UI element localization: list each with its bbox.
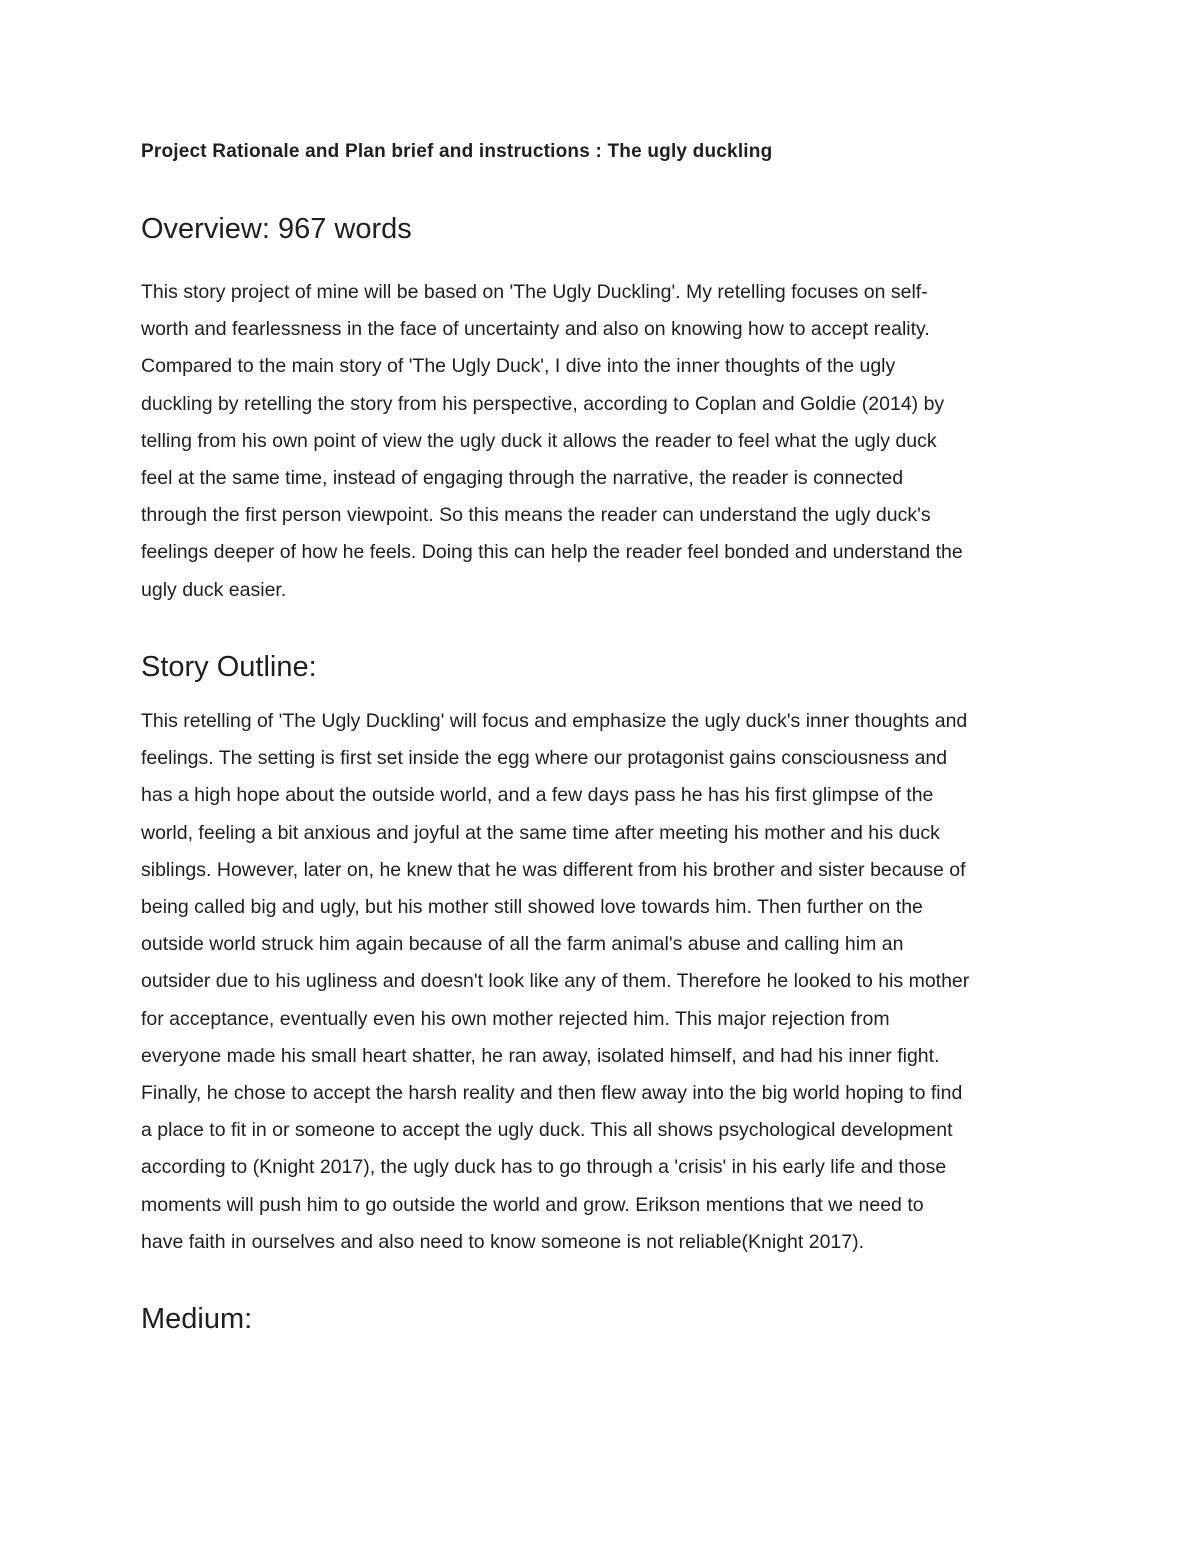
- story-outline-line: for acceptance, eventually even his own mother rejected him. This major rejection from: [141, 1007, 890, 1030]
- story-outline-line: world, feeling a bit anxious and joyful at the same time after meeting his mother and his duck: [141, 821, 940, 844]
- story-outline-line: everyone made his small heart shatter, he ran away, isolated himself, and had his inner fight.: [141, 1044, 940, 1067]
- story-outline-line: according to (Knight 2017), the ugly duck has to go through a 'crisis' in his early life and those: [141, 1156, 947, 1179]
- story-outline-line: have faith in ourselves and also need to know someone is not reliable(Knight 2017).: [141, 1230, 865, 1253]
- story-outline-line: siblings. However, later on, he knew that he was different from his brother and sister because of: [141, 858, 966, 881]
- story-outline-line: being called big and ugly, but his mother still showed love towards him. Then further on the: [141, 896, 923, 919]
- overview-line: through the first person viewpoint. So this means the reader can understand the ugly duck's: [141, 504, 931, 527]
- story-outline-line: feelings. The setting is first set inside the egg where our protagonist gains consciousness and: [141, 747, 948, 770]
- overview-line: Compared to the main story of 'The Ugly Duck', I dive into the inner thoughts of the ugly: [141, 355, 896, 378]
- overview-paragraph: [141, 274, 1071, 609]
- document-title: Project Rationale and Plan brief and instructions : The ugly duckling: [141, 141, 773, 162]
- overview-line: ugly duck easier.: [141, 578, 287, 601]
- story-outline-heading: Story Outline:: [141, 651, 317, 683]
- overview-line: telling from his own point of view the ugly duck it allows the reader to feel what the ugly duck: [141, 429, 937, 452]
- story-outline-line: moments will push him to go outside the world and grow. Erikson mentions that we need to: [141, 1193, 924, 1216]
- overview-line: worth and fearlessness in the face of uncertainty and also on knowing how to accept reality.: [141, 318, 930, 341]
- story-outline-line: Finally, he chose to accept the harsh reality and then flew away into the big world hoping to find: [141, 1082, 963, 1105]
- story-outline-line: This retelling of 'The Ugly Duckling' will focus and emphasize the ugly duck's inner thoughts and: [141, 710, 968, 732]
- story-outline-line: outsider due to his ugliness and doesn't look like any of them. Therefore he looked to his mother: [141, 970, 970, 993]
- story-outline-paragraph: [141, 703, 1071, 1261]
- overview-line: feelings deeper of how he feels. Doing this can help the reader feel bonded and understand the: [141, 541, 963, 564]
- overview-line: duckling by retelling the story from his perspective, according to Coplan and Goldie (2014) by: [141, 392, 945, 415]
- overview-heading: Overview: 967 words: [141, 213, 412, 245]
- story-outline-line: has a high hope about the outside world, and a few days pass he has his first glimpse of the: [141, 784, 934, 807]
- story-outline-line: a place to fit in or someone to accept the ugly duck. This all shows psychological development: [141, 1119, 953, 1142]
- overview-line: This story project of mine will be based on 'The Ugly Duckling'. My retelling focuses on self-: [141, 281, 928, 303]
- story-outline-line: outside world struck him again because of all the farm animal's abuse and calling him an: [141, 933, 904, 956]
- overview-line: feel at the same time, instead of engaging through the narrative, the reader is connected: [141, 467, 904, 490]
- medium-heading: Medium:: [141, 1303, 253, 1335]
